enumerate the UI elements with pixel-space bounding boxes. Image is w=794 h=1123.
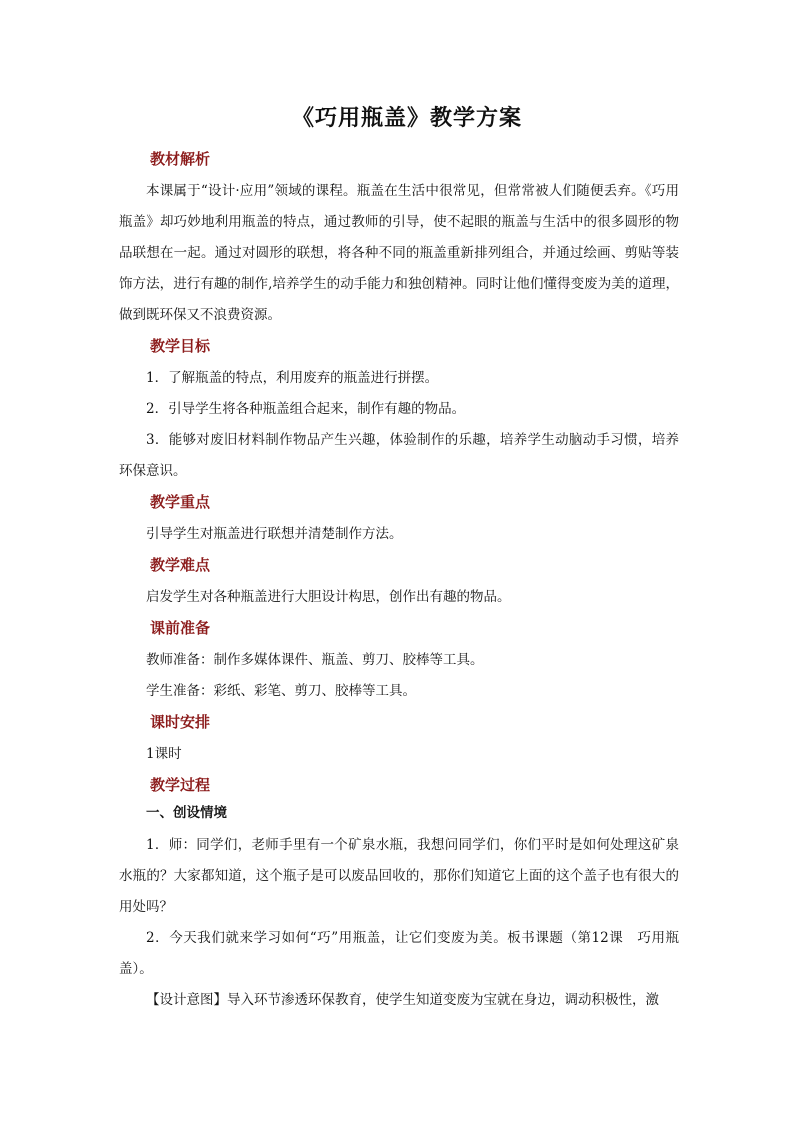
section-heading-goals: 教学目标 bbox=[150, 337, 211, 355]
goal-item: 2．引导学生将各种瓶盖组合起来，制作有趣的物品。 bbox=[146, 401, 466, 417]
design-intent-paragraph: 【设计意图】导入环节渗透环保教育，使学生知道变废为宝就在身边，调动积极性，激 bbox=[146, 992, 659, 1008]
section-heading-schedule: 课时安排 bbox=[150, 713, 211, 731]
goal-item: 1．了解瓶盖的特点，利用废弃的瓶盖进行拼摆。 bbox=[146, 370, 439, 386]
section-heading-difficulty: 教学难点 bbox=[150, 556, 211, 574]
section-heading-key-point: 教学重点 bbox=[150, 493, 211, 511]
section-heading-process: 教学过程 bbox=[150, 776, 211, 794]
difficulty-paragraph: 启发学生对各种瓶盖进行大胆设计构思，创作出有趣的物品。 bbox=[146, 589, 511, 605]
goal-item: 3．能够对废旧材料制作物品产生兴趣，体验制作的乐趣，培养学生动脑动手习惯，培养环保意识。 bbox=[119, 432, 679, 479]
document-title: 《巧用瓶盖》教学方案 bbox=[291, 105, 522, 131]
schedule-paragraph: 1课时 bbox=[146, 746, 182, 762]
teacher-preparation: 教师准备：制作多媒体课件、瓶盖、剪刀、胶棒等工具。 bbox=[146, 652, 484, 668]
student-preparation: 学生准备：彩纸、彩笔、剪刀、胶棒等工具。 bbox=[146, 683, 416, 699]
section-heading-analysis: 教材解析 bbox=[150, 150, 211, 168]
analysis-paragraph: 本课属于“设计·应用”领域的课程。瓶盖在生活中很常见，但常常被人们随便丢弃。《巧用瓶盖》却巧妙地利用瓶盖的特点，通过教师的引导，使不起眼的瓶盖与生活中的很多圆形的物品联想在一起。通过对圆形的联想，将各种不同的瓶盖重新排列组合，并通过绘画、剪贴等装饰方法，进行有趣的制作,培养学生的动手能力和独创精神。同时让他们懂得变废为美的道理，做到既环保又不浪费资源。 bbox=[119, 183, 679, 323]
document-body bbox=[119, 100, 679, 1016]
key-point-paragraph: 引导学生对瓶盖进行联想并清楚制作方法。 bbox=[146, 526, 403, 542]
process-item: 1．师：同学们，老师手里有一个矿泉水瓶，我想问同学们，你们平时是如何处理这矿泉水瓶的？大家都知道，这个瓶子是可以废品回收的，那你们知道它上面的这个盖子也有很大的用处吗？ bbox=[119, 837, 679, 915]
process-item: 2．今天我们就来学习如何“巧”用瓶盖，让它们变废为美。板书课题（第12课 巧用瓶盖）。 bbox=[119, 930, 679, 977]
process-sub-heading: 一、创设情境 bbox=[146, 805, 227, 821]
section-heading-preparation: 课前准备 bbox=[150, 619, 211, 637]
